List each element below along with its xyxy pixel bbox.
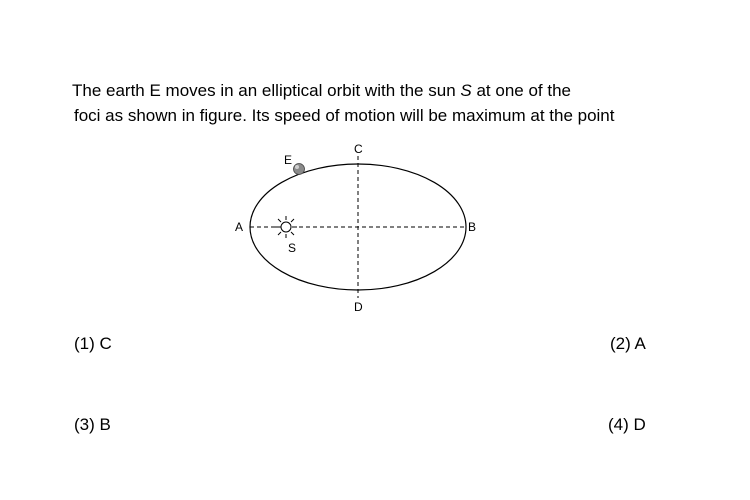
question-line-1	[72, 78, 712, 103]
option-1[interactable]: (1) C	[74, 334, 112, 353]
earth-icon	[294, 164, 305, 175]
option-2[interactable]: (2) A	[610, 334, 646, 353]
label-d: D	[354, 300, 363, 314]
question-line-1-start: The earth E moves in an elliptical orbit with the	[72, 81, 429, 100]
label-b: B	[468, 220, 477, 234]
option-3[interactable]: (3) B	[74, 415, 111, 434]
question-line-1-end: at one of the	[471, 81, 571, 100]
question-line-2: foci as shown in figure. Its speed of motion will be maximum at the point	[74, 106, 615, 125]
sun-symbol: S	[460, 81, 472, 100]
question-text	[72, 78, 712, 128]
label-s: S	[288, 241, 297, 255]
label-a: A	[235, 220, 244, 234]
orbit-figure	[228, 140, 498, 315]
label-e: E	[284, 153, 293, 167]
orbit-diagram	[228, 140, 498, 315]
sun-word: sun	[428, 81, 456, 100]
sun-icon	[275, 216, 297, 238]
option-4[interactable]: (4) D	[608, 415, 646, 434]
label-c: C	[354, 142, 363, 156]
